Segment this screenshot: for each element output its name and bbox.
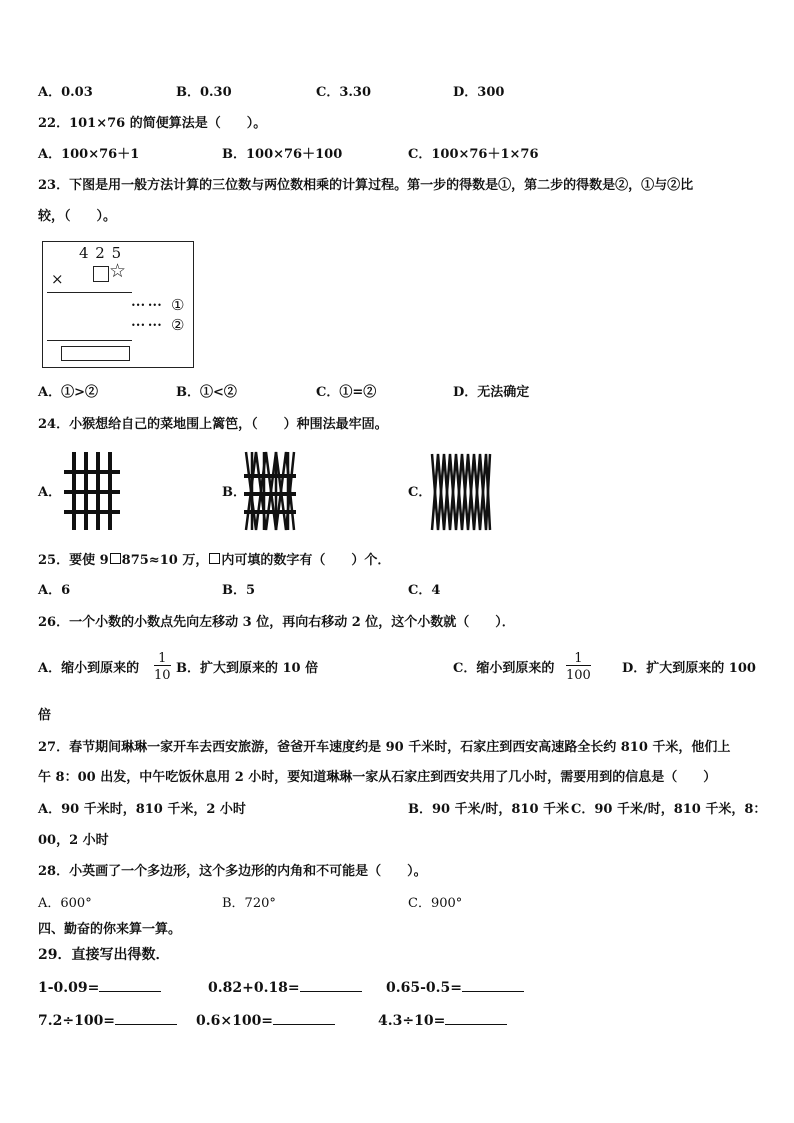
expression: 0.65-0.5= — [386, 980, 462, 996]
q29-item-1 — [38, 979, 161, 995]
fraction-numerator: 1 — [154, 652, 171, 666]
fraction-denominator: 10 — [154, 668, 171, 683]
q26-option-a-text: A．缩小到原来的 — [38, 661, 140, 676]
q26-fraction-a — [154, 652, 171, 682]
q21-option-d: D．300 — [453, 85, 505, 100]
q29-item-3 — [386, 979, 524, 995]
expression: 1-0.09= — [38, 980, 100, 996]
blank-square-icon — [209, 553, 220, 564]
q26-fraction-c — [566, 652, 591, 682]
q26-option-c-text: C．缩小到原来的 — [453, 661, 555, 676]
q26-option-d-tail: 倍 — [38, 708, 52, 723]
q29-item-4 — [38, 1012, 177, 1028]
q29-item-6 — [378, 1012, 507, 1028]
q27-stem-line1: 27．春节期间琳琳一家开车去西安旅游，爸爸开车速度约是 90 千米时，石家庄到西安高速路全长约 810 千米，他们上 — [38, 740, 731, 755]
result-box — [61, 346, 130, 361]
q21-option-b: B．0.30 — [176, 85, 232, 100]
dots-1: ••• ••• — [131, 301, 162, 310]
q23-option-a: A．①>② — [38, 385, 98, 400]
q27-option-a: A．90 千米时，810 千米，2 小时 — [38, 802, 246, 817]
q22-option-b: B．100×76＋100 — [222, 147, 343, 162]
q27-option-c-tail: 00，2 小时 — [38, 833, 109, 848]
q23-option-b: B．①<② — [176, 385, 237, 400]
q24-option-c: C． — [408, 485, 432, 500]
section-4-title: 四、勤奋的你来算一算。 — [38, 922, 182, 937]
q27-stem-line2: 午 8：00 出发，中午吃饭休息用 2 小时，要知道琳琳一家从石家庄到西安共用了几小时，需要用到的信息是（ ） — [38, 770, 717, 785]
q23-mark-2: ② — [171, 316, 185, 334]
q21-option-c: C．3.30 — [316, 85, 372, 100]
expression: 0.6×100= — [196, 1013, 274, 1029]
q23-stem-line1: 23．下图是用一般方法计算的三位数与两位数相乘的计算过程。第一步的得数是①，第二步的得数是②，①与②比 — [38, 178, 694, 193]
q22-option-a: A．100×76＋1 — [38, 147, 140, 162]
answer-blank[interactable] — [115, 1012, 177, 1025]
q24-stem: 24．小猴想给自己的菜地围上篱笆，（ ）种围法最牢固。 — [38, 417, 388, 432]
answer-blank[interactable] — [445, 1012, 507, 1025]
q28-stem: 28．小英画了一个多边形，这个多边形的内角和不可能是（ ）。 — [38, 864, 427, 879]
star-icon: ☆ — [109, 260, 127, 282]
q22-option-c: C．100×76＋1×76 — [408, 147, 539, 162]
zigzag-fence-icon — [430, 452, 492, 532]
q26-option-b: B．扩大到原来的 10 倍 — [176, 661, 319, 676]
q25-stem-part-a: 25．要使 9 — [38, 553, 109, 568]
dots-2: ••• ••• — [131, 321, 162, 330]
divider-line-1 — [47, 292, 132, 293]
q27-option-b: B．90 千米/时，810 千米 — [408, 802, 570, 817]
q25-option-a: A．6 — [38, 583, 71, 598]
q23-top-digits: 4 2 5 — [79, 244, 123, 262]
q28-option-c: C．900° — [408, 896, 463, 911]
expression: 0.82+0.18= — [208, 980, 300, 996]
q25-option-c: C．4 — [408, 583, 441, 598]
answer-blank[interactable] — [99, 979, 161, 992]
q23-times-sign: × — [51, 270, 64, 288]
fraction-numerator: 1 — [566, 652, 591, 666]
q25-option-b: B．5 — [222, 583, 256, 598]
answer-blank[interactable] — [462, 979, 524, 992]
answer-blank[interactable] — [300, 979, 362, 992]
q29-item-5 — [196, 1012, 335, 1028]
q21-option-a: A．0.03 — [38, 85, 93, 100]
q25-stem-part-b: 875≈10 万， — [121, 553, 209, 568]
q23-option-c: C．①=② — [316, 385, 377, 400]
q29-item-2 — [208, 979, 362, 995]
q25-stem — [38, 553, 390, 567]
q23-multiplication-figure — [42, 241, 194, 368]
mixed-fence-icon — [244, 450, 296, 532]
q23-stem-line2: 较，（ ）。 — [38, 209, 117, 224]
q24-option-b: B． — [222, 485, 246, 500]
q26-option-d: D．扩大到原来的 100 — [622, 661, 756, 676]
q25-stem-part-c: 内可填的数字有（ ）个． — [221, 553, 391, 568]
grid-fence-icon — [62, 450, 122, 532]
q23-mark-1: ① — [171, 296, 185, 314]
q24-option-a: A． — [38, 485, 62, 500]
expression: 7.2÷100= — [38, 1013, 116, 1029]
q27-option-c: C．90 千米/时，810 千米，8： — [571, 802, 767, 817]
expression: 4.3÷10= — [378, 1013, 446, 1029]
q28-option-b: B．720° — [222, 896, 276, 911]
square-icon — [93, 266, 109, 282]
answer-blank[interactable] — [273, 1012, 335, 1025]
q28-option-a: A．600° — [38, 896, 92, 911]
q22-stem: 22．101×76 的简便算法是（ ）。 — [38, 116, 267, 131]
q23-option-d: D．无法确定 — [453, 385, 530, 400]
fraction-denominator: 100 — [566, 668, 591, 683]
blank-square-icon — [110, 553, 121, 564]
q26-stem: 26．一个小数的小数点先向左移动 3 位，再向右移动 2 位，这个小数就（ ）． — [38, 615, 515, 630]
divider-line-2 — [47, 340, 132, 341]
q29-stem: 29．直接写出得数． — [38, 947, 170, 963]
